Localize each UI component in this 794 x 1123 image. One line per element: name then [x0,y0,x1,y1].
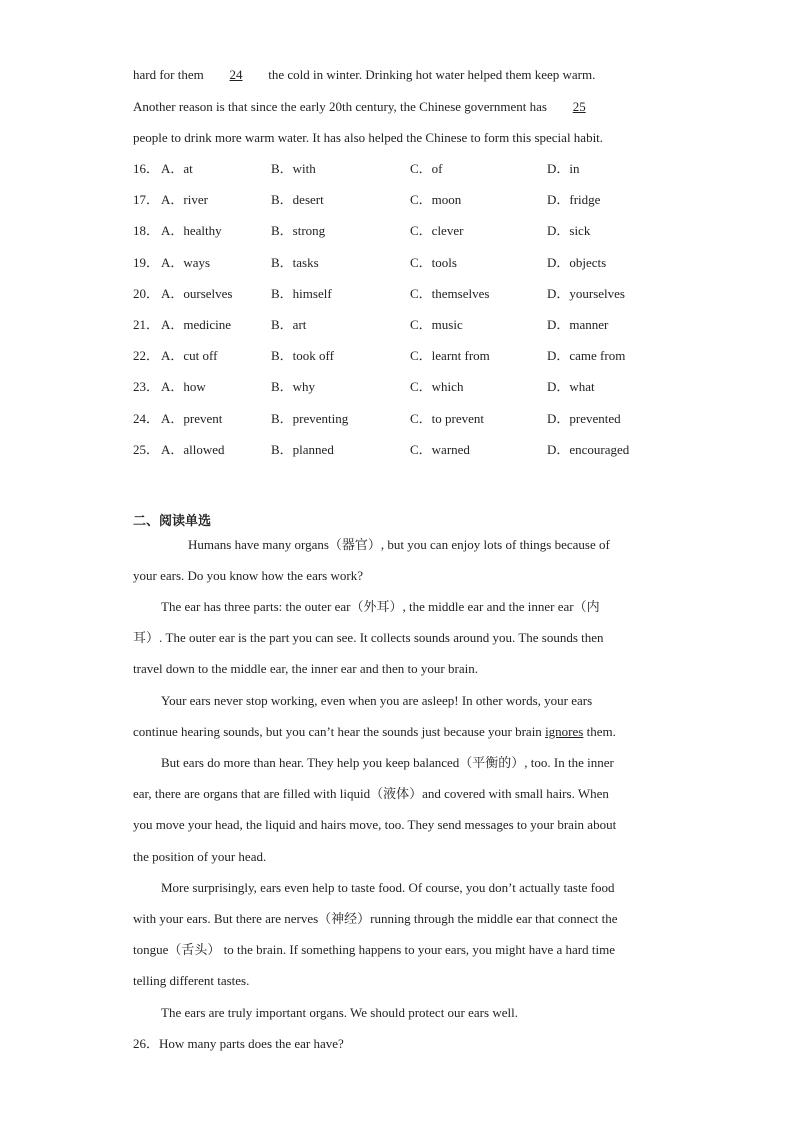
option-c: C．to prevent [410,410,485,426]
text: Another reason is that since the early 20th century, the Chinese government has [133,99,551,114]
option-c: C．which [410,379,464,395]
option-c: C．warned [410,441,470,457]
option-d: D．fridge [547,192,601,208]
question-number: 22． [133,348,160,364]
reading-line: your ears. Do you know how the ears work? [133,568,363,583]
reading-line [133,724,616,740]
underlined-word: ignores [545,724,584,739]
option-b: B．took off [271,348,334,364]
reading-line: Your ears never stop working, even when you are asleep! In other words, your ears [161,693,593,708]
passage-line-3: people to drink more warm water. It has also helped the Chinese to form this special habit. [133,130,604,145]
reading-line: The ears are truly important organs. We should protect our ears well. [161,1005,518,1020]
option-d: D．sick [547,223,591,239]
option-d: D．encouraged [547,441,630,457]
option-b: B．planned [271,441,334,457]
option-b: B．desert [271,192,324,208]
reading-line: travel down to the middle ear, the inner ear and then to your brain. [133,661,478,676]
option-b: B．himself [271,285,332,301]
question-number: 23． [133,379,160,395]
passage-line-1 [133,67,595,83]
text: hard for them [133,67,208,82]
option-b: B．strong [271,223,326,239]
option-a: A．cut off [161,348,218,364]
question-number: 18． [133,223,160,239]
option-d: D．what [547,379,595,395]
option-d: D．prevented [547,410,621,426]
question-number: 16． [133,161,160,176]
text: them. [583,724,616,739]
reading-line: But ears do more than hear. They help you keep balanced（平衡的）, too. In the inner [161,755,614,770]
option-a: A．at [161,161,193,176]
option-a: A．ourselves [161,285,233,301]
option-c: C．clever [410,223,464,239]
question-number: 19． [133,254,160,270]
option-c: C．music [410,317,463,332]
option-c: C．moon [410,192,462,208]
option-b: B．why [271,379,316,395]
reading-line: More surprisingly, ears even help to taste food. Of course, you don’t actually taste food [161,880,615,895]
option-a: A．ways [161,254,211,270]
reading-line: the position of your head. [133,849,267,864]
option-b: B．with [271,161,316,176]
question-26: 26．How many parts does the ear have? [133,1036,344,1051]
question-number: 17． [133,192,160,208]
text: the cold in winter. Drinking hot water helped them keep warm. [265,67,596,82]
option-a: A．allowed [161,441,225,457]
blank-25: 25 [572,99,586,114]
option-c: C．learnt from [410,348,490,364]
reading-line: 耳）. The outer ear is the part you can see. It collects sounds around you. The sounds then [133,630,604,645]
reading-line: The ear has three parts: the outer ear（外耳）, the middle ear and the inner ear（内 [161,599,600,614]
section-title: 二、阅读单选 [133,514,212,529]
option-a: A．river [161,192,208,208]
option-a: A．medicine [161,317,232,332]
blank-24: 24 [229,67,243,82]
option-d: D．in [547,161,580,176]
option-a: A．healthy [161,223,222,239]
reading-line: ear, there are organs that are filled with liquid（液体）and covered with small hairs. When [133,786,609,801]
option-b: B．tasks [271,254,319,270]
reading-line: you move your head, the liquid and hairs move, too. They send messages to your brain about [133,817,617,832]
option-d: D．yourselves [547,285,625,301]
question-number: 21． [133,317,160,332]
text: continue hearing sounds, but you can’t hear the sounds just because your brain [133,724,546,739]
option-a: A．prevent [161,410,223,426]
option-c: C．of [410,161,443,176]
option-c: C．tools [410,254,457,270]
passage-line-2 [133,99,608,115]
option-b: B．preventing [271,410,349,426]
option-c: C．themselves [410,285,490,301]
reading-line: Humans have many organs（器官）, but you can enjoy lots of things because of [188,537,610,552]
option-d: D．came from [547,348,626,364]
question-number: 20． [133,285,160,301]
question-number: 24． [133,410,160,426]
option-d: D．objects [547,254,607,270]
reading-line: telling different tastes. [133,973,250,988]
option-a: A．how [161,379,206,395]
reading-line: tongue（舌头） to the brain. If something happens to your ears, you might have a hard time [133,942,615,957]
option-b: B．art [271,317,307,332]
reading-line: with your ears. But there are nerves（神经）running through the middle ear that connect the [133,911,618,926]
question-number: 25． [133,441,160,457]
option-d: D．manner [547,317,609,332]
